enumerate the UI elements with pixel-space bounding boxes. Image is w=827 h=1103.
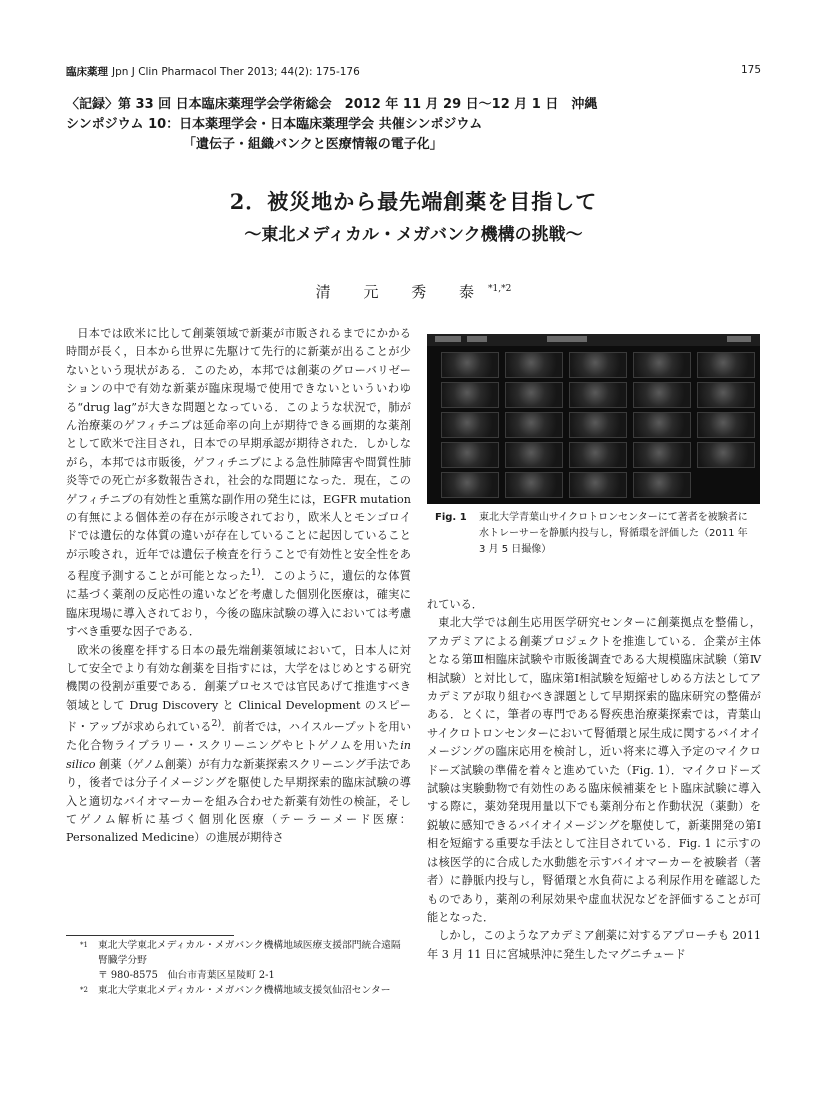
scan-frame (505, 442, 563, 468)
toolbar-tick (467, 336, 487, 342)
paragraph-text: 創薬（ゲノム創薬）が有力な新薬探索スクリーニング手法であり，後者では分子イメージングを駆使した早期探索的臨床試験の導入と適切なバイオマーカーを組み合わせた新薬有効性の検証，そしてゲノム解析に基づく個別化医療（テーラーメード医療：Personalized Medicine）の進展が期待さ (66, 757, 411, 845)
journal-name: 臨床薬理 (66, 66, 108, 78)
page-number: 175 (740, 64, 761, 76)
paragraph-text: 欧米の後塵を拝する日本の最先端創薬領域において，日本人に対して安全でより有効な創薬を目指すには，大学をはじめとする研究機関の役割が重要である．創薬プロセスでは官民あげて推進すべき領域として Drug Discovery と Clinical Development のスピード・アップが求められている (66, 643, 411, 734)
reference-mark: 2) (211, 718, 222, 730)
scan-frame (441, 442, 499, 468)
scan-frame (441, 412, 499, 438)
paragraph-text: ．このように，遺伝的な体質に基づく薬剤の反応性の違いなどを考慮した個別化医療は，確実に臨床現場に導入されており，今後の臨床試験の導入においては考慮すべき重要な因子である． (66, 570, 411, 639)
session-info (66, 95, 766, 155)
author-name: 清 元 秀 泰 (315, 283, 488, 301)
author-affil-marks: *1,*2 (487, 284, 512, 294)
italic-term: in silico (66, 739, 411, 771)
footnote (80, 968, 410, 983)
paragraph-text: 日本では欧米に比して創薬領域で新薬が市販されるまでにかかる時間が長く，日本から世界に先駆けて先行的に新薬が出ることが少ないという現状がある．このため，本邦では創薬のグローバリゼーションの中で有効な新薬が臨床現場で使用できないといういわゆる“drug lag”が大きな問題となっている．このような状況で，肺がん治療薬のゲフィチニブは延命率の向上が期待できる画期的な薬剤として欧米で注目され，日本での早期承認が期待された．しかしながら，本邦では市販後，ゲフィチニブによる急性肺障害や間質性肺炎等での死亡が多数報告され，社会的な問題になった．現在，このゲフィチニブの有効性と重篤な副作用の発生には，EGFR mutation の有無による個体差の存在が示唆されており，欧米人とモンゴロイドでは遺伝的な体質の違いが存在していることに起因していることが示唆され，近年では遺伝子検査を行うことで有効性と安全性をある程度予測することが可能となった (66, 327, 411, 584)
scan-frame (441, 472, 499, 498)
footnote-rule (66, 935, 234, 936)
running-header (66, 64, 761, 80)
scan-frame (633, 472, 691, 498)
scan-frame (633, 382, 691, 408)
footnote-mark: *2 (80, 986, 88, 994)
scan-frame (633, 442, 691, 468)
figure-caption-text: 東北大学青葉山サイクロトロンセンターにて著者を被験者に水トレーサーを静脈内投与し，腎循環を評価した（2011 年 3 月 5 日撮像） (479, 512, 748, 555)
scan-frame (569, 382, 627, 408)
scan-frame (569, 352, 627, 378)
session-line: 〈記録〉第 33 回 日本臨床薬理学会学術総会 2012 年 11 月 29 日〜12 月 1 日 沖縄 (66, 97, 598, 112)
footnote-text: 東北大学東北メディカル・メガバンク機構地域医療支援部門統合遠隔腎臓学分野 (98, 940, 401, 966)
paragraph: しかし，このようなアカデミア創薬に対するアプローチも 2011 年 3 月 11 日に宮城県沖に発生したマグニチュード (427, 929, 761, 961)
journal-citation (66, 64, 360, 79)
footnote (80, 983, 410, 998)
scan-frame (505, 412, 563, 438)
body-left-column (66, 325, 411, 848)
toolbar-tick (435, 336, 461, 342)
scan-frame (441, 382, 499, 408)
footnotes (80, 938, 410, 998)
paragraph: 東北大学では創生応用医学研究センターに創薬拠点を整備し，アカデミアによる創薬プロジェクトを推進している．企業が主体となる第Ⅲ相臨床試験や市販後調査である大規模臨床試験（第Ⅳ相試験）と対比して，臨床第Ⅰ相試験を短縮せしめる方法としてアカデミアが取り組むべき課題として早期探索的臨床研究の整備がある．とくに，筆者の専門である腎疾患治療薬探索では，青葉山サイクロトロンセンターにおいて腎循環と尿生成に関するバイオイメージングの臨床応用を検討し，近い将来に導入予定のマイクロドーズ試験の準備を着々と進めていた（Fig. 1）．マイクロドーズ試験は実験動物で有効性のある臨床候補薬をヒト臨床試験に導入する際に，薬効発現用量以下でも薬剤分布と作動状況（薬動）を鋭敏に感知できるバイオイメージングを駆使して，新薬開発の第Ⅰ相を短縮する重要な手法として注目されている．Fig. 1 に示すのは核医学的に合成した水動態を示すバイオマーカーを被験者（著者）に静脈内投与し，腎循環と水負荷による利尿作用を確認したものであり，薬剤の利尿効果や虚血状況などを評価することが可能となった． (427, 616, 761, 924)
citation-text: Jpn J Clin Pharmacol Ther 2013; 44(2): 175-176 (112, 66, 360, 78)
scan-frame (633, 412, 691, 438)
footnote (80, 938, 410, 968)
figure-image (427, 334, 760, 504)
article-title: 2．被災地から最先端創薬を目指して (229, 189, 598, 214)
figure-label: Fig. 1 (435, 512, 467, 523)
paragraph-text: ．前者では，ハイスループットを用いた化合物ライブラリー・スクリーニングやヒトゲノムを用いた (66, 721, 412, 753)
scan-frame (441, 352, 499, 378)
scan-frame (633, 352, 691, 378)
scan-frame (697, 382, 755, 408)
body-right-column (427, 596, 761, 964)
scan-frame (569, 472, 627, 498)
figure-caption (435, 510, 757, 558)
toolbar-tick (727, 336, 751, 342)
paragraph (66, 642, 411, 848)
scan-frame (505, 472, 563, 498)
footnote-mark: *1 (80, 941, 88, 949)
scan-frame (505, 352, 563, 378)
symposium-theme: 「遺伝子・組織バンクと医療情報の電子化」 (183, 137, 443, 152)
footnote-text: 東北大学東北メディカル・メガバンク機構地域支援気仙沼センター (98, 985, 391, 996)
toolbar-tick (547, 336, 587, 342)
scan-frame (697, 412, 755, 438)
scan-frame (505, 382, 563, 408)
scan-frame (697, 442, 755, 468)
author-line (0, 281, 827, 302)
scan-frame (697, 352, 755, 378)
scan-frame (569, 442, 627, 468)
article-subtitle: 〜東北メディカル・メガバンク機構の挑戦〜 (244, 225, 583, 245)
symposium-line: シンポジウム 10：日本薬理学会・日本臨床薬理学会 共催シンポジウム (66, 117, 483, 132)
scan-frame (569, 412, 627, 438)
reference-mark: 1) (251, 567, 261, 579)
paragraph (66, 325, 411, 642)
paragraph: れている． (427, 598, 483, 611)
footnote-text: 〒 980-8575 仙台市青葉区星陵町 2-1 (98, 970, 275, 981)
